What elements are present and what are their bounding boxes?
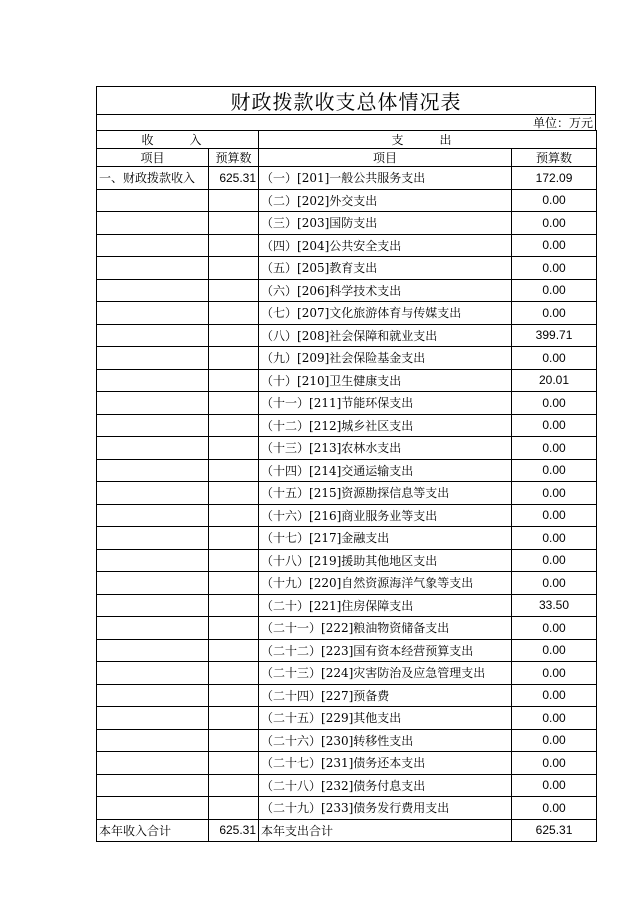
table-row	[97, 752, 597, 775]
expense-item-cell: （二十）[221]住房保障支出	[259, 594, 512, 617]
page-title: 财政拨款收支总体情况表	[96, 86, 596, 114]
table-row	[97, 234, 597, 257]
expense-value-cell: 172.09	[512, 167, 597, 190]
expense-value-cell: 0.00	[512, 617, 597, 640]
expense-item-cell: （十四）[214]交通运输支出	[259, 459, 512, 482]
expense-item-cell: （十二）[212]城乡社区支出	[259, 414, 512, 437]
income-item-cell	[97, 662, 209, 685]
table-row	[97, 527, 597, 550]
expense-item-cell: （七）[207]文化旅游体育与传媒支出	[259, 302, 512, 325]
expense-item-cell: （十三）[213]农林水支出	[259, 437, 512, 460]
income-item-cell	[97, 324, 209, 347]
expense-value-cell: 0.00	[512, 279, 597, 302]
expense-item-cell: （二十八）[232]债务付息支出	[259, 774, 512, 797]
income-item-cell	[97, 707, 209, 730]
expense-item-cell: （十五）[215]资源勘探信息等支出	[259, 482, 512, 505]
expense-item-cell: （十）[210]卫生健康支出	[259, 369, 512, 392]
income-item-cell	[97, 347, 209, 370]
table-row	[97, 257, 597, 280]
income-value-cell	[209, 504, 259, 527]
income-value-cell	[209, 459, 259, 482]
total-row	[97, 819, 597, 842]
expense-item-cell: （十七）[217]金融支出	[259, 527, 512, 550]
expense-value-cell: 0.00	[512, 752, 597, 775]
table-row	[97, 639, 597, 662]
section-header-row	[97, 131, 597, 149]
income-value-cell	[209, 662, 259, 685]
expense-item-cell: （二十一）[222]粮油物资储备支出	[259, 617, 512, 640]
expense-value-cell: 0.00	[512, 212, 597, 235]
expense-item-cell: （四）[204]公共安全支出	[259, 234, 512, 257]
income-total-label: 本年收入合计	[97, 819, 209, 842]
expense-value-cell: 0.00	[512, 482, 597, 505]
expense-item-cell: （八）[208]社会保障和就业支出	[259, 324, 512, 347]
income-item-cell	[97, 189, 209, 212]
table-row	[97, 504, 597, 527]
expense-value-cell: 0.00	[512, 549, 597, 572]
table-row	[97, 347, 597, 370]
income-value-cell	[209, 684, 259, 707]
expense-value-cell: 0.00	[512, 414, 597, 437]
expense-item-cell: （二十三）[224]灾害防治及应急管理支出	[259, 662, 512, 685]
expense-value-cell: 0.00	[512, 797, 597, 820]
expense-item-cell: （二十七）[231]债务还本支出	[259, 752, 512, 775]
income-item-cell	[97, 594, 209, 617]
income-item-cell	[97, 459, 209, 482]
income-value-cell	[209, 392, 259, 415]
expense-value-cell: 0.00	[512, 257, 597, 280]
expense-item-cell: （十六）[216]商业服务业等支出	[259, 504, 512, 527]
expense-item-cell: （二十九）[233]债务发行费用支出	[259, 797, 512, 820]
income-value-cell	[209, 774, 259, 797]
income-value-cell	[209, 189, 259, 212]
table-row	[97, 189, 597, 212]
expense-value-cell: 0.00	[512, 504, 597, 527]
table-row	[97, 482, 597, 505]
table-row	[97, 212, 597, 235]
table-row	[97, 729, 597, 752]
income-value-cell	[209, 437, 259, 460]
expense-value-cell: 0.00	[512, 684, 597, 707]
income-item-cell: 一、财政拨款收入	[97, 167, 209, 190]
expense-item-cell: （二十六）[230]转移性支出	[259, 729, 512, 752]
table-row	[97, 279, 597, 302]
income-item-cell	[97, 279, 209, 302]
income-value-cell	[209, 729, 259, 752]
expense-value-cell: 0.00	[512, 527, 597, 550]
expense-value-cell: 0.00	[512, 707, 597, 730]
expense-total-value: 625.31	[512, 819, 597, 842]
income-budget-header: 预算数	[209, 149, 259, 167]
income-value-cell	[209, 324, 259, 347]
expense-value-cell: 0.00	[512, 662, 597, 685]
income-value-cell	[209, 482, 259, 505]
income-value-cell	[209, 369, 259, 392]
income-value-cell	[209, 414, 259, 437]
table-row	[97, 459, 597, 482]
expense-value-cell: 0.00	[512, 437, 597, 460]
table-row	[97, 572, 597, 595]
table-row	[97, 324, 597, 347]
table-row	[97, 684, 597, 707]
table-row	[97, 392, 597, 415]
income-item-cell	[97, 482, 209, 505]
expense-value-cell: 0.00	[512, 774, 597, 797]
income-value-cell	[209, 639, 259, 662]
income-item-cell	[97, 572, 209, 595]
expense-value-cell: 0.00	[512, 189, 597, 212]
income-value-cell	[209, 707, 259, 730]
income-item-cell	[97, 797, 209, 820]
income-item-cell	[97, 234, 209, 257]
income-item-cell	[97, 752, 209, 775]
income-value-cell	[209, 302, 259, 325]
income-value-cell	[209, 617, 259, 640]
expense-total-label: 本年支出合计	[259, 819, 512, 842]
income-item-cell	[97, 639, 209, 662]
table-row	[97, 414, 597, 437]
expense-value-cell: 0.00	[512, 302, 597, 325]
income-value-cell	[209, 549, 259, 572]
expense-value-cell: 0.00	[512, 234, 597, 257]
income-value-cell	[209, 797, 259, 820]
expense-item-cell: （二十二）[223]国有资本经营预算支出	[259, 639, 512, 662]
expense-section-header: 支 出	[259, 131, 597, 149]
table-row	[97, 617, 597, 640]
income-item-cell	[97, 437, 209, 460]
expense-item-cell: （二）[202]外交支出	[259, 189, 512, 212]
expense-item-cell: （十九）[220]自然资源海洋气象等支出	[259, 572, 512, 595]
table-row	[97, 437, 597, 460]
expense-value-cell: 0.00	[512, 639, 597, 662]
income-value-cell	[209, 212, 259, 235]
income-item-cell	[97, 369, 209, 392]
table-row	[97, 549, 597, 572]
table-row	[97, 302, 597, 325]
table-row	[97, 774, 597, 797]
expense-item-cell: （二十四）[227]预备费	[259, 684, 512, 707]
income-value-cell	[209, 347, 259, 370]
income-item-cell	[97, 729, 209, 752]
income-item-cell	[97, 302, 209, 325]
table-row	[97, 369, 597, 392]
unit-label: 单位：万元	[96, 114, 596, 130]
income-value-cell	[209, 257, 259, 280]
expense-item-cell: （十一）[211]节能环保支出	[259, 392, 512, 415]
expense-value-cell: 0.00	[512, 392, 597, 415]
expense-item-header: 项目	[259, 149, 512, 167]
expense-item-cell: （六）[206]科学技术支出	[259, 279, 512, 302]
income-value-cell	[209, 594, 259, 617]
income-item-cell	[97, 212, 209, 235]
expense-budget-header: 预算数	[512, 149, 597, 167]
income-item-cell	[97, 684, 209, 707]
expense-item-cell: （五）[205]教育支出	[259, 257, 512, 280]
table-row	[97, 594, 597, 617]
income-item-cell	[97, 504, 209, 527]
income-item-cell	[97, 549, 209, 572]
income-total-value: 625.31	[209, 819, 259, 842]
table-row	[97, 707, 597, 730]
income-value-cell	[209, 234, 259, 257]
income-item-cell	[97, 774, 209, 797]
expense-value-cell: 0.00	[512, 572, 597, 595]
expense-item-cell: （二十五）[229]其他支出	[259, 707, 512, 730]
income-value-cell	[209, 279, 259, 302]
expense-item-cell: （九）[209]社会保险基金支出	[259, 347, 512, 370]
income-item-header: 项目	[97, 149, 209, 167]
expense-value-cell: 20.01	[512, 369, 597, 392]
income-item-cell	[97, 257, 209, 280]
column-header-row	[97, 149, 597, 167]
expense-value-cell: 0.00	[512, 729, 597, 752]
expense-value-cell: 33.50	[512, 594, 597, 617]
income-value-cell	[209, 752, 259, 775]
expense-item-cell: （一）[201]一般公共服务支出	[259, 167, 512, 190]
table-row	[97, 167, 597, 190]
table-row	[97, 662, 597, 685]
income-section-header: 收 入	[97, 131, 259, 149]
expense-value-cell: 399.71	[512, 324, 597, 347]
budget-table	[96, 130, 597, 842]
income-value-cell: 625.31	[209, 167, 259, 190]
income-item-cell	[97, 527, 209, 550]
income-value-cell	[209, 527, 259, 550]
income-value-cell	[209, 572, 259, 595]
expense-value-cell: 0.00	[512, 347, 597, 370]
expense-value-cell: 0.00	[512, 459, 597, 482]
table-row	[97, 797, 597, 820]
expense-item-cell: （十八）[219]援助其他地区支出	[259, 549, 512, 572]
expense-item-cell: （三）[203]国防支出	[259, 212, 512, 235]
income-item-cell	[97, 392, 209, 415]
income-item-cell	[97, 414, 209, 437]
budget-sheet	[96, 86, 596, 842]
income-item-cell	[97, 617, 209, 640]
